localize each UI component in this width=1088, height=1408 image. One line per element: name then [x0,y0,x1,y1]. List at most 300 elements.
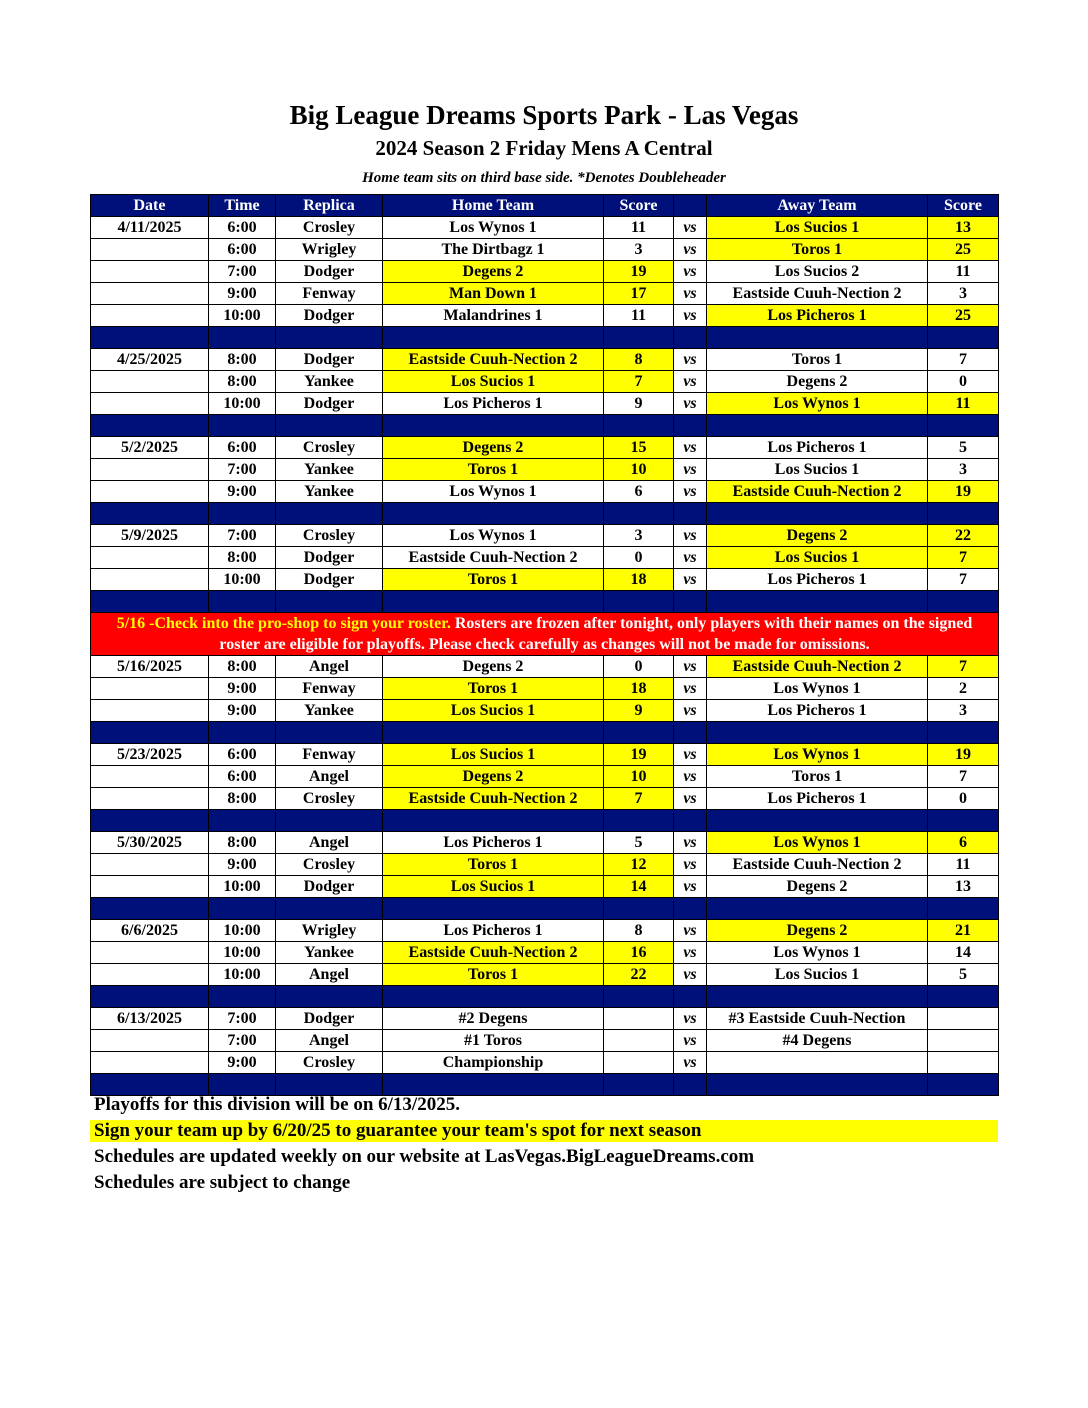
home-team: Los Sucios 1 [383,700,604,722]
home-team: Los Wynos 1 [383,217,604,239]
away-team: Los Wynos 1 [707,393,928,415]
home-team: Los Sucios 1 [383,744,604,766]
home-score: 5 [604,832,674,854]
vs-label: vs [674,217,707,239]
game-time: 9:00 [209,481,276,503]
game-date [91,766,209,788]
separator-cell [276,722,383,744]
table-row [91,766,999,788]
roster-notice-row [91,613,999,656]
separator-cell [276,986,383,1008]
separator-cell [707,591,928,613]
away-score [928,1030,999,1052]
game-time: 8:00 [209,788,276,810]
vs-label: vs [674,1030,707,1052]
separator-cell [383,898,604,920]
separator-cell [707,1074,928,1096]
separator-cell [928,591,999,613]
separator-cell [707,327,928,349]
table-row [91,920,999,942]
home-team: Eastside Cuuh-Nection 2 [383,349,604,371]
table-row [91,1052,999,1074]
table-row [91,678,999,700]
vs-label: vs [674,459,707,481]
vs-label: vs [674,920,707,942]
game-date: 5/16/2025 [91,656,209,678]
separator-cell [91,327,209,349]
table-row [91,964,999,986]
vs-label: vs [674,678,707,700]
home-score: 0 [604,656,674,678]
game-date [91,481,209,503]
table-row [91,459,999,481]
home-team: Toros 1 [383,569,604,591]
away-score: 11 [928,854,999,876]
game-time: 10:00 [209,964,276,986]
game-time: 6:00 [209,437,276,459]
away-team: Los Picheros 1 [707,305,928,327]
game-date [91,876,209,898]
game-time: 10:00 [209,569,276,591]
separator-cell [383,810,604,832]
vs-label: vs [674,305,707,327]
separator-cell [91,810,209,832]
game-field: Crosley [276,788,383,810]
game-field: Fenway [276,678,383,700]
vs-label: vs [674,744,707,766]
home-team: Man Down 1 [383,283,604,305]
away-score: 0 [928,371,999,393]
away-score: 13 [928,217,999,239]
table-row [91,569,999,591]
footer-website [90,1146,998,1168]
schedule-body [91,217,999,1096]
home-team: Degens 2 [383,437,604,459]
away-score: 25 [928,305,999,327]
game-time: 7:00 [209,261,276,283]
game-time: 10:00 [209,393,276,415]
table-row [91,525,999,547]
game-field: Dodger [276,569,383,591]
game-field: Dodger [276,349,383,371]
away-team: Degens 2 [707,371,928,393]
home-score: 15 [604,437,674,459]
away-team: Los Picheros 1 [707,700,928,722]
vs-label: vs [674,261,707,283]
game-date [91,854,209,876]
home-score: 8 [604,349,674,371]
footer-disclaimer [90,1172,998,1194]
vs-label: vs [674,766,707,788]
home-score: 16 [604,942,674,964]
separator-cell [674,591,707,613]
home-score [604,1052,674,1074]
home-score: 19 [604,261,674,283]
footer-website-text: Schedules are updated weekly on our website at LasVegas.BigLeagueDreams.com [94,1146,755,1167]
week-separator-row [91,503,999,525]
away-team: Degens 2 [707,876,928,898]
vs-label: vs [674,964,707,986]
table-row [91,261,999,283]
away-team: Los Picheros 1 [707,788,928,810]
game-field: Angel [276,832,383,854]
game-field: Angel [276,964,383,986]
separator-cell [674,327,707,349]
game-date [91,283,209,305]
separator-cell [276,503,383,525]
away-team: Degens 2 [707,920,928,942]
schedule-note: Home team sits on third base side. *Denotes Doubleheader [362,170,726,186]
game-date [91,678,209,700]
away-team: #3 Eastside Cuuh-Nection [707,1008,928,1030]
game-field: Crosley [276,217,383,239]
home-team: Toros 1 [383,459,604,481]
away-team: Toros 1 [707,239,928,261]
table-row [91,700,999,722]
vs-label: vs [674,700,707,722]
table-row [91,305,999,327]
table-row [91,371,999,393]
separator-cell [209,415,276,437]
separator-cell [276,327,383,349]
week-separator-row [91,415,999,437]
header-home-score: Score [604,195,674,217]
week-separator-row [91,722,999,744]
game-time: 8:00 [209,832,276,854]
separator-cell [383,591,604,613]
vs-label: vs [674,525,707,547]
away-score: 7 [928,349,999,371]
game-field: Crosley [276,525,383,547]
separator-cell [383,986,604,1008]
away-team: Los Wynos 1 [707,942,928,964]
separator-cell [276,898,383,920]
header-away-team: Away Team [707,195,928,217]
separator-cell [209,327,276,349]
separator-cell [604,327,674,349]
home-score: 12 [604,854,674,876]
game-time: 9:00 [209,700,276,722]
vs-label: vs [674,349,707,371]
home-team: Eastside Cuuh-Nection 2 [383,788,604,810]
separator-cell [928,810,999,832]
roster-notice-text: Rosters are frozen after tonight, only players with their names on the signed roster are eligible for playoffs. Please check carefully as changes will not be made for omissions. [219,615,973,653]
game-field: Dodger [276,1008,383,1030]
away-team: Eastside Cuuh-Nection 2 [707,283,928,305]
separator-cell [91,591,209,613]
away-team: Los Sucios 1 [707,459,928,481]
table-row [91,437,999,459]
separator-cell [604,591,674,613]
away-score: 11 [928,393,999,415]
header-vs [674,195,707,217]
game-date [91,459,209,481]
game-time: 9:00 [209,1052,276,1074]
separator-cell [707,898,928,920]
home-team: #1 Toros [383,1030,604,1052]
home-team: Los Sucios 1 [383,876,604,898]
separator-cell [674,415,707,437]
separator-cell [674,810,707,832]
vs-label: vs [674,371,707,393]
away-team: Los Sucios 1 [707,547,928,569]
away-team: Los Wynos 1 [707,832,928,854]
game-time: 8:00 [209,547,276,569]
home-team: Los Sucios 1 [383,371,604,393]
vs-label: vs [674,788,707,810]
game-field: Yankee [276,942,383,964]
week-separator-row [91,591,999,613]
away-score: 5 [928,964,999,986]
separator-cell [674,986,707,1008]
away-score: 6 [928,832,999,854]
home-score: 18 [604,678,674,700]
table-row [91,656,999,678]
table-row [91,1008,999,1030]
game-field: Angel [276,766,383,788]
game-date: 5/30/2025 [91,832,209,854]
away-team: Los Picheros 1 [707,569,928,591]
game-time: 7:00 [209,1008,276,1030]
away-team: #4 Degens [707,1030,928,1052]
away-score: 7 [928,766,999,788]
vs-label: vs [674,1008,707,1030]
separator-cell [209,503,276,525]
schedule-table [90,194,999,1096]
table-row [91,854,999,876]
game-date [91,239,209,261]
separator-cell [383,722,604,744]
game-date [91,964,209,986]
separator-cell [91,415,209,437]
separator-cell [383,327,604,349]
home-team: Toros 1 [383,678,604,700]
vs-label: vs [674,656,707,678]
away-team: Eastside Cuuh-Nection 2 [707,656,928,678]
vs-label: vs [674,393,707,415]
separator-cell [707,986,928,1008]
separator-cell [707,722,928,744]
away-score: 21 [928,920,999,942]
separator-cell [928,722,999,744]
away-team [707,1052,928,1074]
table-row [91,349,999,371]
separator-cell [707,810,928,832]
separator-cell [604,810,674,832]
separator-cell [604,503,674,525]
page-title: Big League Dreams Sports Park - Las Vegas [289,100,799,130]
game-field: Dodger [276,547,383,569]
game-date: 6/13/2025 [91,1008,209,1030]
header-replica: Replica [276,195,383,217]
game-date: 4/11/2025 [91,217,209,239]
game-field: Yankee [276,481,383,503]
home-score: 3 [604,525,674,547]
separator-cell [209,1074,276,1096]
table-row [91,283,999,305]
table-row [91,481,999,503]
separator-cell [674,1074,707,1096]
table-row [91,788,999,810]
game-field: Dodger [276,876,383,898]
away-score: 7 [928,656,999,678]
away-score: 2 [928,678,999,700]
game-field: Angel [276,656,383,678]
game-field: Crosley [276,854,383,876]
separator-cell [91,1074,209,1096]
home-team: The Dirtbagz 1 [383,239,604,261]
separator-cell [928,1074,999,1096]
table-row [91,393,999,415]
away-team: Los Wynos 1 [707,678,928,700]
separator-cell [209,591,276,613]
separator-cell [604,898,674,920]
away-score [928,1052,999,1074]
home-score [604,1008,674,1030]
separator-cell [276,1074,383,1096]
game-field: Dodger [276,305,383,327]
table-row [91,1030,999,1052]
vs-label: vs [674,283,707,305]
table-row [91,832,999,854]
home-team: Malandrines 1 [383,305,604,327]
home-score: 3 [604,239,674,261]
away-score: 3 [928,700,999,722]
separator-cell [604,415,674,437]
separator-cell [674,722,707,744]
game-time: 6:00 [209,766,276,788]
home-team: Los Picheros 1 [383,832,604,854]
away-score: 3 [928,459,999,481]
week-separator-row [91,327,999,349]
away-score: 22 [928,525,999,547]
game-field: Wrigley [276,239,383,261]
game-time: 9:00 [209,283,276,305]
table-row [91,547,999,569]
footer-disclaimer-text: Schedules are subject to change [94,1172,351,1193]
away-team: Los Sucios 1 [707,964,928,986]
table-row [91,744,999,766]
home-score: 14 [604,876,674,898]
home-score: 9 [604,700,674,722]
game-date [91,700,209,722]
game-field: Yankee [276,459,383,481]
game-field: Fenway [276,283,383,305]
game-time: 7:00 [209,525,276,547]
home-team: Championship [383,1052,604,1074]
separator-cell [928,986,999,1008]
separator-cell [707,415,928,437]
game-date [91,942,209,964]
page-subtitle: 2024 Season 2 Friday Mens A Central [375,136,713,160]
separator-cell [91,986,209,1008]
home-team: Toros 1 [383,964,604,986]
home-score: 7 [604,371,674,393]
separator-cell [928,503,999,525]
table-row [91,876,999,898]
home-score: 10 [604,766,674,788]
home-score: 18 [604,569,674,591]
separator-cell [928,898,999,920]
away-team: Eastside Cuuh-Nection 2 [707,481,928,503]
home-team: Degens 2 [383,656,604,678]
away-score: 0 [928,788,999,810]
away-score: 5 [928,437,999,459]
away-score [928,1008,999,1030]
home-team: Los Picheros 1 [383,920,604,942]
away-team: Toros 1 [707,766,928,788]
separator-cell [209,898,276,920]
separator-cell [209,722,276,744]
game-time: 6:00 [209,744,276,766]
separator-cell [91,898,209,920]
home-team: Eastside Cuuh-Nection 2 [383,547,604,569]
game-date [91,1052,209,1074]
away-score: 25 [928,239,999,261]
footer-signup-text: Sign your team up by 6/20/25 to guarantee your team's spot for next season [90,1120,998,1142]
home-score: 11 [604,217,674,239]
home-team: #2 Degens [383,1008,604,1030]
game-time: 6:00 [209,239,276,261]
footer-playoffs [90,1094,998,1116]
separator-cell [383,415,604,437]
header-time: Time [209,195,276,217]
game-date [91,547,209,569]
separator-cell [674,898,707,920]
away-score: 19 [928,744,999,766]
game-field: Fenway [276,744,383,766]
away-team: Los Wynos 1 [707,744,928,766]
game-field: Wrigley [276,920,383,942]
game-date: 5/9/2025 [91,525,209,547]
away-score: 19 [928,481,999,503]
table-row [91,217,999,239]
game-field: Dodger [276,393,383,415]
home-team: Los Picheros 1 [383,393,604,415]
header-home-team: Home Team [383,195,604,217]
separator-cell [674,503,707,525]
game-time: 6:00 [209,217,276,239]
table-header-row [91,195,999,217]
header-date: Date [91,195,209,217]
week-separator-row [91,986,999,1008]
vs-label: vs [674,832,707,854]
away-score: 7 [928,547,999,569]
separator-cell [604,722,674,744]
separator-cell [383,503,604,525]
home-score: 8 [604,920,674,942]
header-away-score: Score [928,195,999,217]
vs-label: vs [674,942,707,964]
separator-cell [604,986,674,1008]
vs-label: vs [674,481,707,503]
separator-cell [276,415,383,437]
separator-cell [91,722,209,744]
home-score: 10 [604,459,674,481]
away-score: 3 [928,283,999,305]
home-team: Toros 1 [383,854,604,876]
away-score: 13 [928,876,999,898]
away-score: 11 [928,261,999,283]
game-time: 8:00 [209,371,276,393]
away-team: Los Sucios 1 [707,217,928,239]
roster-notice [91,613,999,656]
vs-label: vs [674,547,707,569]
away-team: Los Sucios 2 [707,261,928,283]
home-score: 11 [604,305,674,327]
game-time: 10:00 [209,942,276,964]
footer-signup [90,1120,998,1142]
